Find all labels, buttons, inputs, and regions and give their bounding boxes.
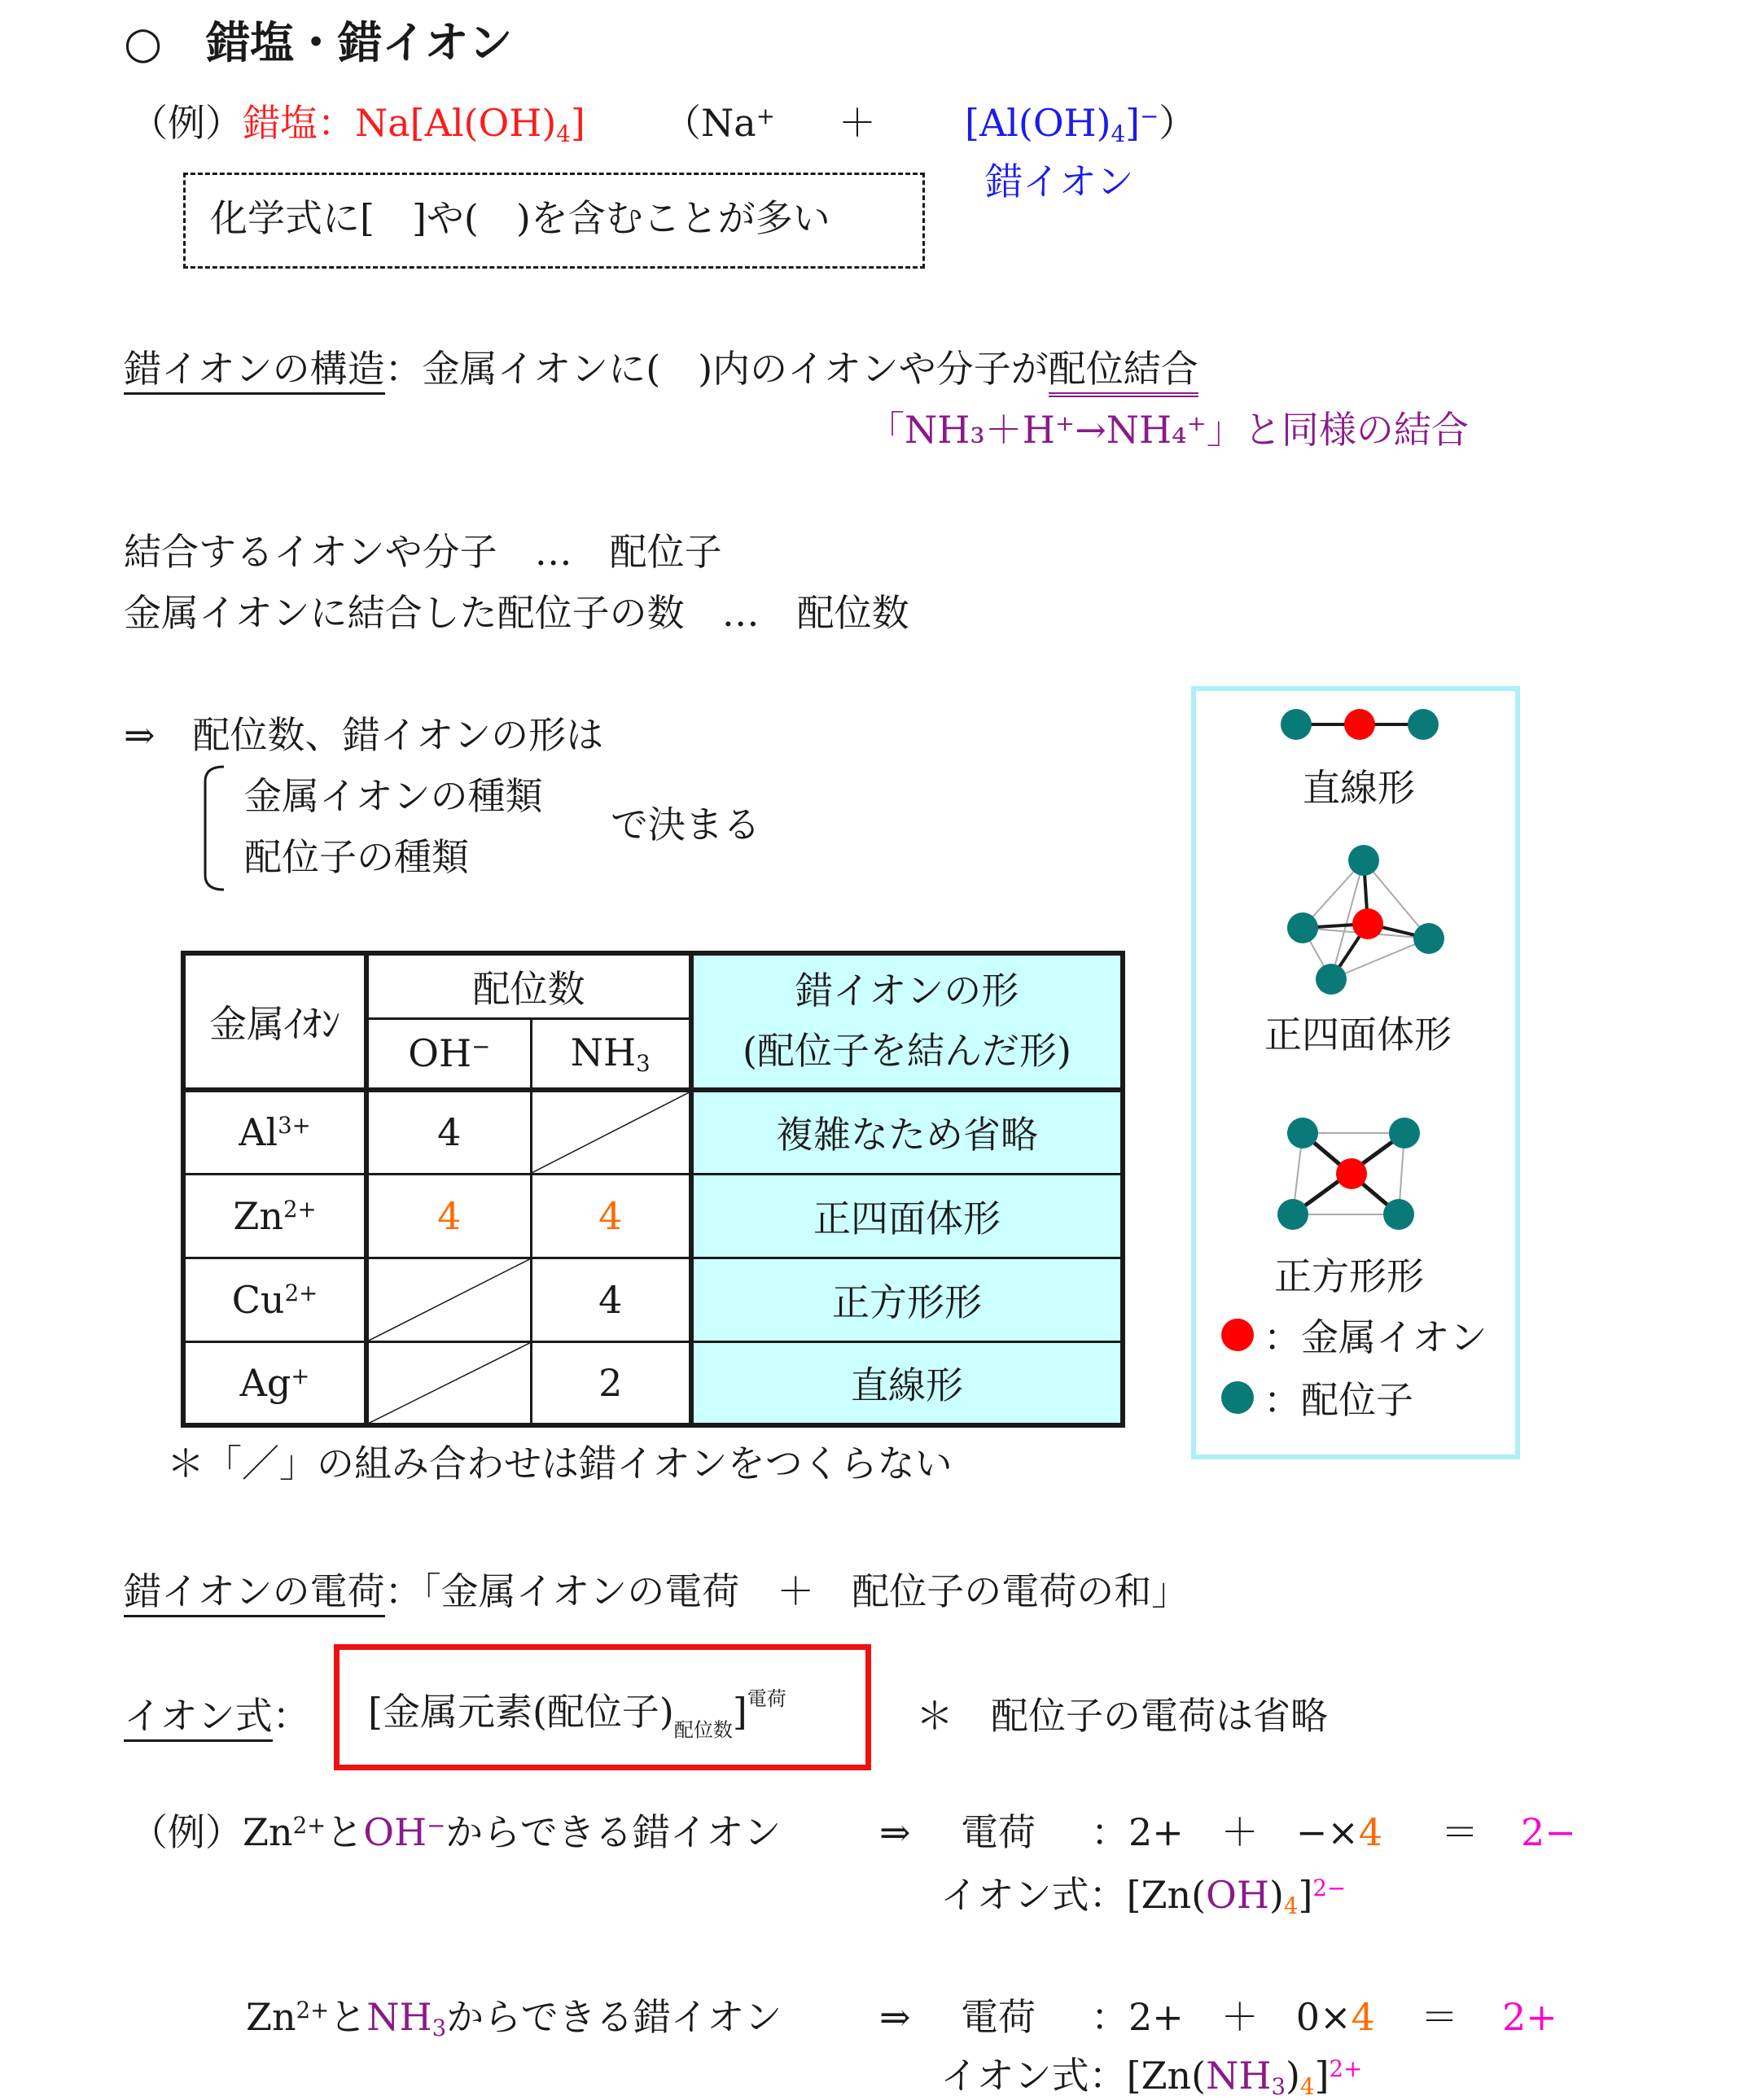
structure-term: 錯イオンの構造 <box>124 347 385 395</box>
salt-formula: $Na[Al(OH)_4]$ <box>355 101 585 147</box>
example-prefix: （例） <box>130 101 243 145</box>
formula-note-text: 化学式に[ ]や( )を含むことが多い <box>210 196 830 240</box>
charge-label-1: 電荷 <box>961 1810 1036 1854</box>
ion-formula-note: ＊ 配位子の電荷は省略 <box>916 1694 1328 1738</box>
page-title: ○ 錯塩・錯イオン <box>124 17 513 68</box>
example-zn-oh: （例）$Zn^{2+}$とOH−からできる錯イオン <box>130 1810 782 1854</box>
tetrahedral-shape-diagram <box>1278 842 1457 1005</box>
ion-formula-term: イオン式 <box>124 1694 273 1742</box>
structure-line: 錯イオンの構造：金属イオンに( )内のイオンや分子が配位結合 <box>124 350 1198 387</box>
oh-cell: 4 <box>366 1090 531 1174</box>
determined-suffix: で決まる <box>611 803 760 847</box>
nh3-cell: 4 <box>531 1258 691 1341</box>
metal-cell: $Cu^{2+}$ <box>183 1258 366 1341</box>
coordination-number-definition: 金属イオンに結合した配位子の数 … 配位数 <box>124 591 909 635</box>
complex-ion-formula: $[Al(OH)_4]^-$） <box>965 101 1197 147</box>
nh3-header: $NH_3$ <box>531 1018 691 1090</box>
equals-2: ＝ <box>1421 1995 1458 2039</box>
equals-1: ＝ <box>1441 1810 1479 1854</box>
plus-sign: ＋ <box>839 101 876 145</box>
charge-calc-2: ：2+ ＋ 0×4 <box>1091 1995 1375 2039</box>
linear-shape-diagram <box>1278 704 1441 745</box>
shape-cell: 正四面体形 <box>691 1174 1123 1258</box>
coordination-number-header: 配位数 <box>366 953 691 1018</box>
linear-label: 直線形 <box>1303 766 1415 810</box>
nh3-cell: 2 <box>531 1341 691 1425</box>
na-ion: （Na+ <box>664 101 775 145</box>
coordinate-bond-term: 配位結合 <box>1049 347 1198 397</box>
arrow-2: ⇒ <box>879 1995 911 2039</box>
complex-ion-label: 錯イオン <box>985 160 1134 203</box>
ligand-definition: 結合するイオンや分子 … 配位子 <box>124 530 722 574</box>
charge-result-2: 2+ <box>1502 1995 1557 2039</box>
charge-line: 錯イオンの電荷：「金属イオンの電荷 ＋ 配位子の電荷の和」 <box>124 1573 1189 1610</box>
tetrahedral-label: 正四面体形 <box>1264 1013 1452 1057</box>
oh-header: OH− <box>366 1018 531 1090</box>
metal-cell: Ag+ <box>183 1341 366 1425</box>
shape-cell: 正方形形 <box>691 1258 1123 1341</box>
metal-ion-header: 金属ｲｵﾝ <box>183 953 366 1090</box>
oh-cell: 4 <box>366 1174 531 1258</box>
example-salt-line <box>130 101 585 147</box>
structure-note: 「NH₃＋H⁺→NH₄⁺」と同様の結合 <box>867 408 1469 452</box>
table-footnote: ＊「／」の組み合わせは錯イオンをつくらない <box>167 1442 953 1485</box>
ligand-legend-label: ：配位子 <box>1264 1378 1413 1422</box>
determined-item-ligand: 配位子の種類 <box>244 835 469 879</box>
ion-formula-2: イオン式：$[Zn(NH_3)_4]^{2+}$ <box>940 2054 1363 2100</box>
determined-item-metal: 金属イオンの種類 <box>244 774 543 818</box>
square-shape-diagram <box>1270 1115 1433 1237</box>
nh3-cell-empty <box>531 1090 691 1174</box>
salt-label: 錯塩： <box>243 101 355 145</box>
metal-cell: $Zn^{2+}$ <box>183 1174 366 1258</box>
charge-calc-1: ：2+ ＋ −×4 <box>1091 1810 1383 1854</box>
ion-formula-template: [金属元素(配位子)$_{配位数}]^{電荷}$ <box>368 1687 786 1742</box>
shape-header: 錯イオンの形 (配位子を結んだ形) <box>691 953 1123 1090</box>
coordination-table <box>181 951 1125 1428</box>
charge-term: 錯イオンの電荷 <box>124 1569 385 1617</box>
charge-label-2: 電荷 <box>961 1995 1036 2039</box>
square-label: 正方形形 <box>1274 1254 1424 1298</box>
ion-formula-1: イオン式：$[Zn(OH)_4]^{2-}$ <box>940 1873 1347 1919</box>
slash-icon <box>369 1259 530 1341</box>
nh3-cell: 4 <box>531 1174 691 1258</box>
oh-cell-empty <box>366 1341 531 1425</box>
example-zn-nh3: $Zn^{2+}$と$NH_3$からできる錯イオン <box>246 1995 782 2041</box>
ion-formula-label: イオン式： <box>124 1697 310 1735</box>
slash-icon <box>369 1343 530 1424</box>
brace-icon <box>195 765 228 891</box>
ligand-legend-icon <box>1221 1381 1254 1414</box>
determined-heading: ⇒ 配位数、錯イオンの形は <box>124 713 604 757</box>
arrow-1: ⇒ <box>879 1810 911 1854</box>
metal-ion-legend-icon <box>1221 1319 1254 1351</box>
metal-ion-legend-label: ：金属イオン <box>1264 1315 1487 1359</box>
shape-cell: 複雑なため省略 <box>691 1090 1123 1174</box>
slash-icon <box>532 1092 690 1173</box>
metal-cell: $Al^{3+}$ <box>183 1090 366 1174</box>
shape-cell: 直線形 <box>691 1341 1123 1425</box>
oh-cell-empty <box>366 1258 531 1341</box>
charge-result-1: 2− <box>1521 1810 1576 1854</box>
